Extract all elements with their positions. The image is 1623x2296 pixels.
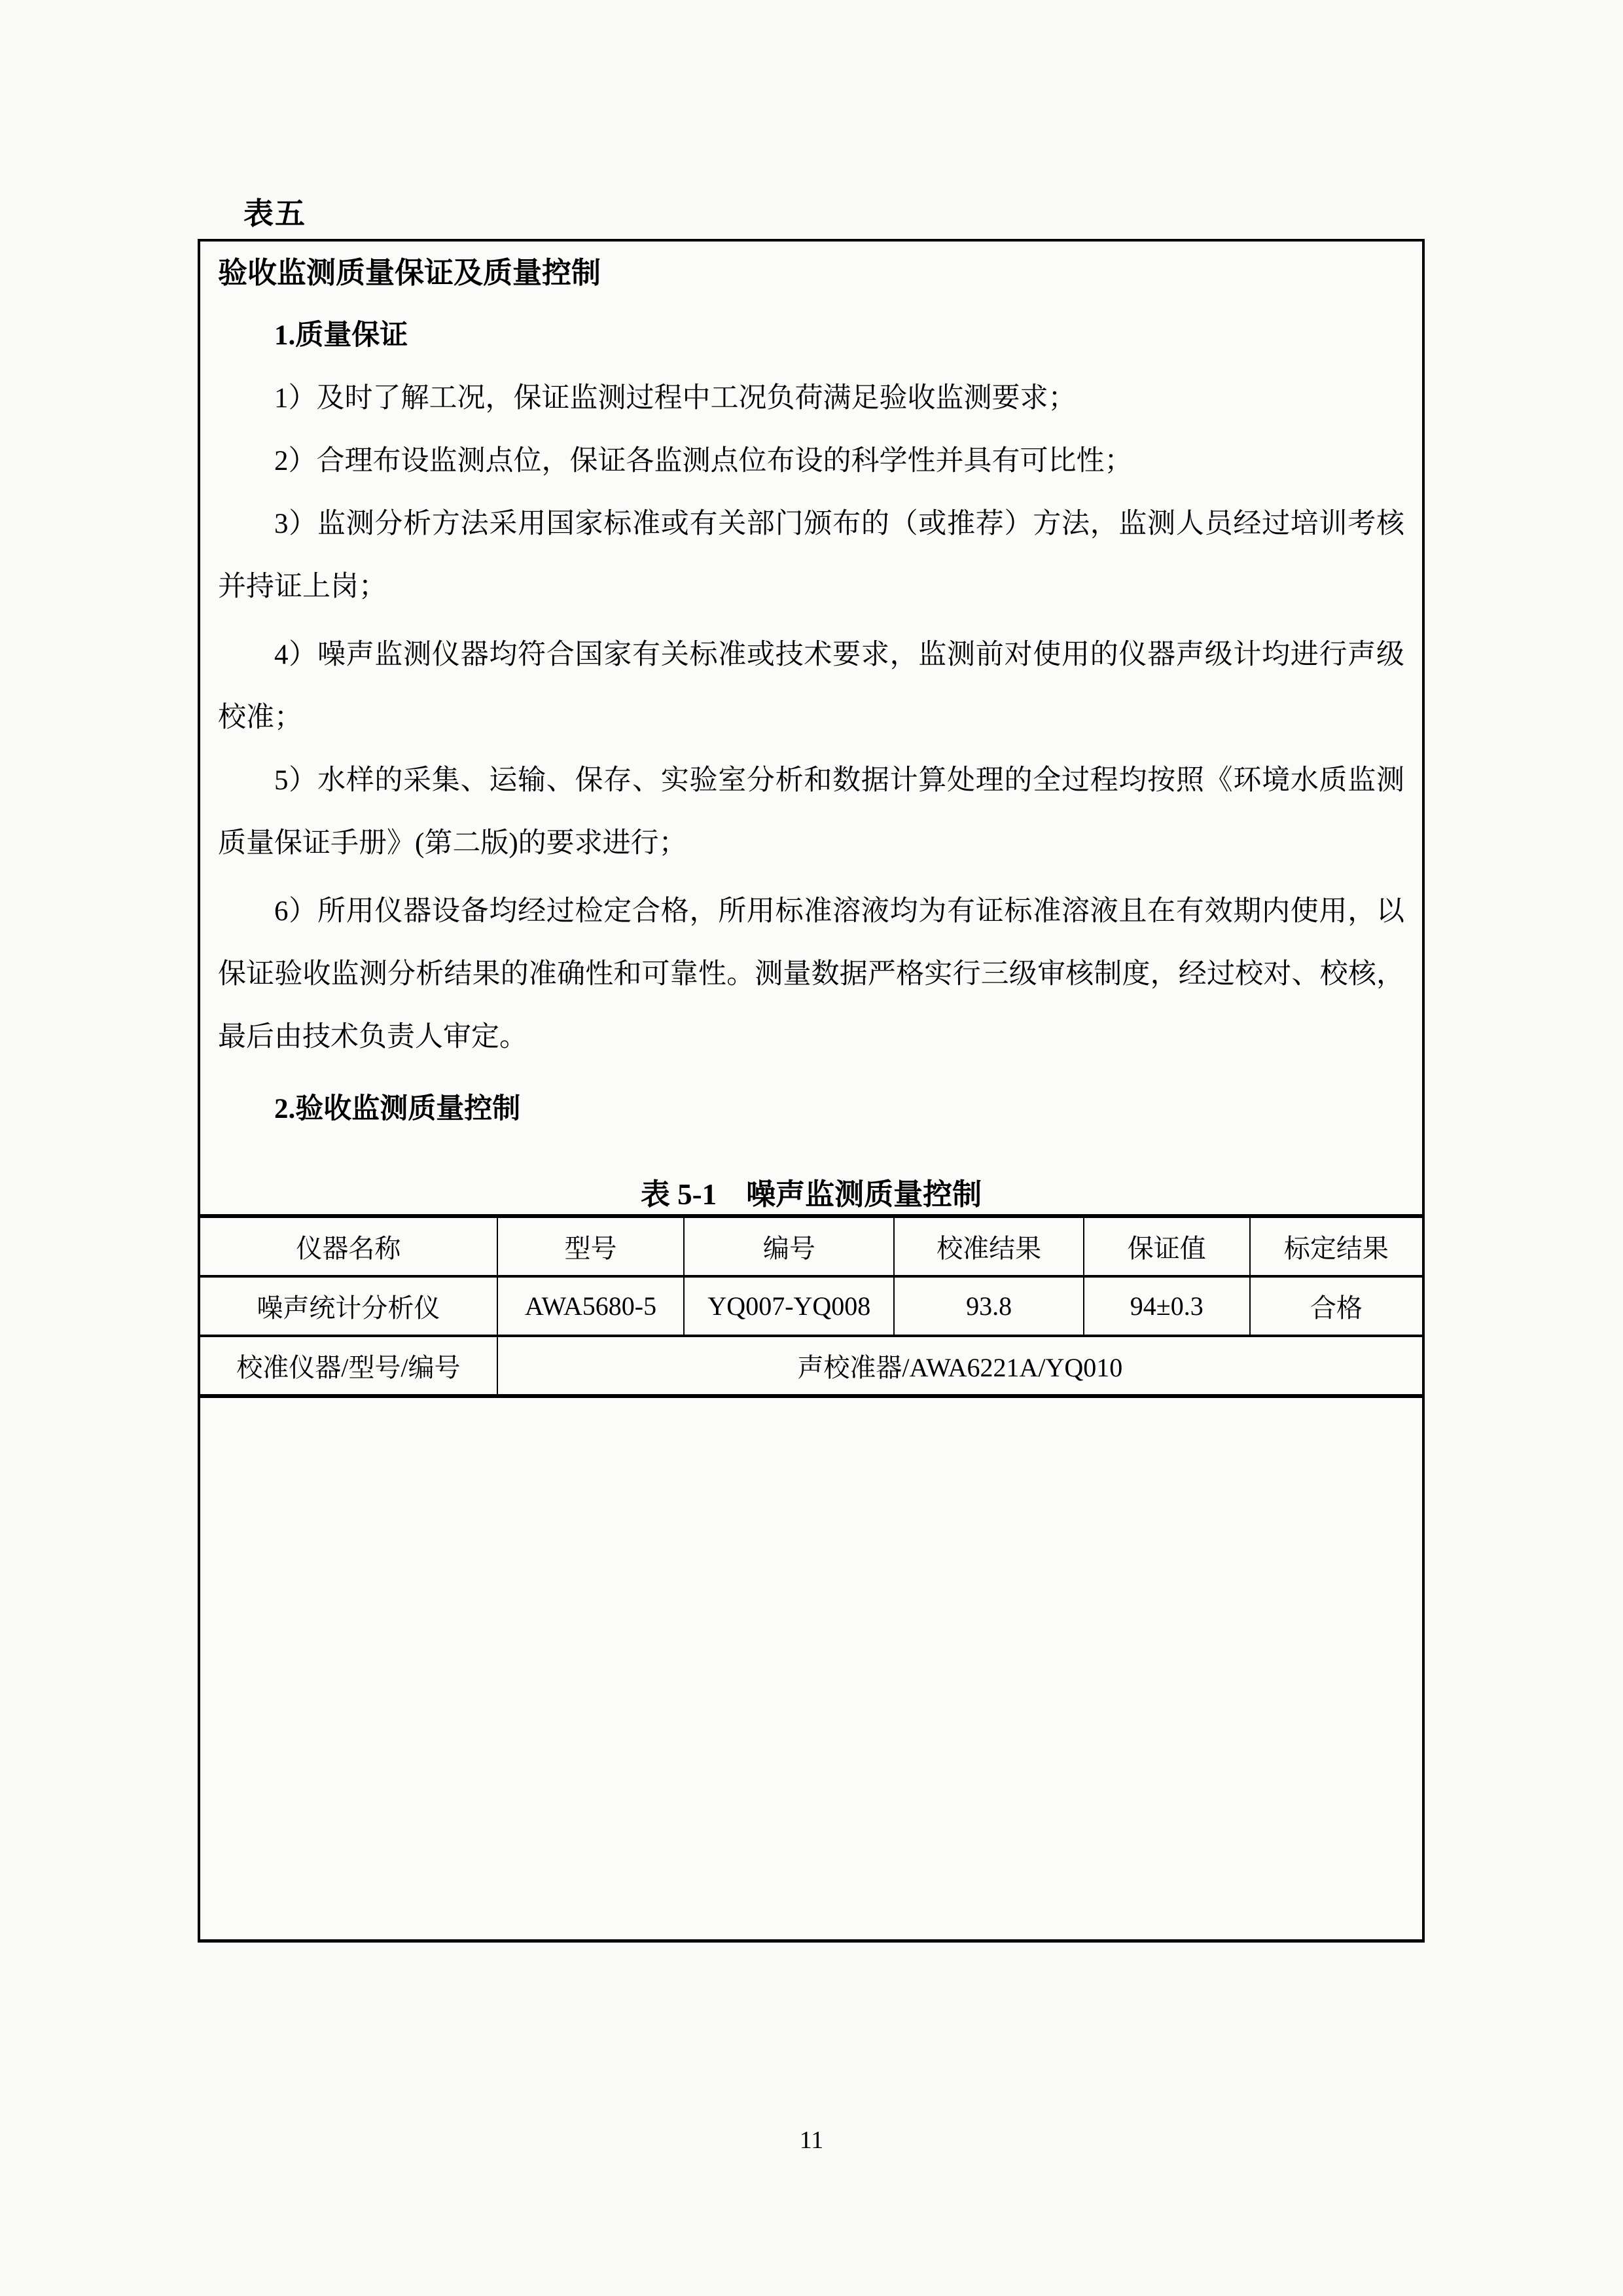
cell-calibrator-value: 声校准器/AWA6221A/YQ010	[497, 1336, 1422, 1396]
qc-table	[200, 1214, 1422, 1398]
qa-item-6: 6）所用仪器设备均经过检定合格，所用标准溶液均为有证标准溶液且在有效期内使用，以保证验收监测分析结果的准确性和可靠性。测量数据严格实行三级审核制度，经过校对、校核，最后由技术负责人审定。	[218, 896, 1404, 1052]
qc-table-header-row	[200, 1216, 1422, 1276]
form-title: 验收监测质量保证及质量控制	[218, 257, 601, 289]
cell-calibrator-label: 校准仪器/型号/编号	[200, 1336, 497, 1396]
cell-guaranteed-value: 94±0.3	[1084, 1276, 1250, 1336]
cell-serial-number: YQ007-YQ008	[684, 1276, 894, 1336]
header-model: 型号	[497, 1216, 685, 1276]
header-serial-number: 编号	[684, 1216, 894, 1276]
page-number: 11	[799, 2126, 824, 2154]
header-calibration-result: 校准结果	[894, 1216, 1083, 1276]
qc-table-calibrator-row	[200, 1336, 1422, 1396]
cell-model: AWA5680-5	[497, 1276, 685, 1336]
qc-table-caption: 表 5-1 噪声监测质量控制	[640, 1178, 982, 1211]
section1-heading: 1.质量保证	[274, 320, 408, 351]
qa-item-1: 1）及时了解工况，保证监测过程中工况负荷满足验收监测要求；	[274, 383, 1077, 414]
cell-calibration-result: 93.8	[894, 1276, 1083, 1336]
section2-heading: 2.验收监测质量控制	[274, 1094, 521, 1124]
header-instrument-name: 仪器名称	[200, 1216, 497, 1276]
cell-instrument-name: 噪声统计分析仪	[200, 1276, 497, 1336]
form-text-area	[200, 242, 1422, 1141]
header-guaranteed-value: 保证值	[1084, 1216, 1250, 1276]
qa-item-3: 3）监测分析方法采用国家标准或有关部门颁布的（或推荐）方法，监测人员经过培训考核并持证上岗；	[218, 509, 1404, 602]
cell-verification-result: 合格	[1250, 1276, 1422, 1336]
form-label: 表五	[243, 197, 306, 230]
header-verification-result: 标定结果	[1250, 1216, 1422, 1276]
qa-item-4: 4）噪声监测仪器均符合国家有关标准或技术要求，监测前对使用的仪器声级计均进行声级校准；	[218, 639, 1404, 733]
qa-item-2: 2）合理布设监测点位，保证各监测点位布设的科学性并具有可比性；	[274, 446, 1133, 476]
qc-table-instrument-row	[200, 1276, 1422, 1336]
form-box	[198, 239, 1425, 1943]
qa-item-5: 5）水样的采集、运输、保存、实验室分析和数据计算处理的全过程均按照《环境水质监测质量保证手册》(第二版)的要求进行；	[218, 765, 1404, 859]
